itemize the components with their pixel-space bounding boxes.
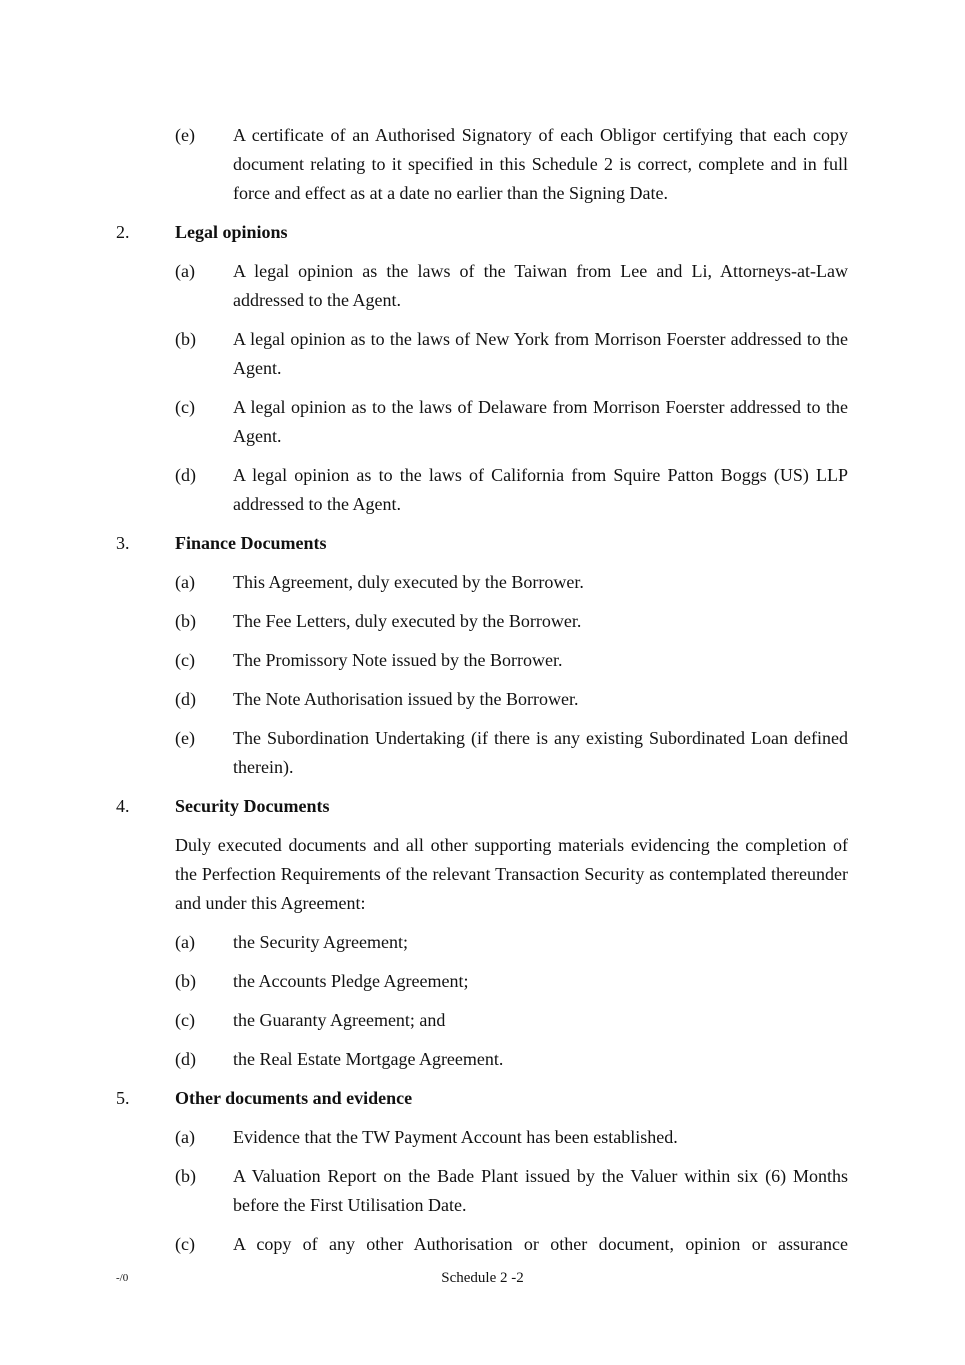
item-label: (a) <box>175 261 195 281</box>
item-text: The Subordination Undertaking (if there is any existing Subordinated Loan defined therein). <box>233 728 848 777</box>
item-label: (a) <box>175 932 195 952</box>
item-text: the Security Agreement; <box>233 932 408 952</box>
item-text: A legal opinion as to the laws of New York from Morrison Foerster addressed to the Agent. <box>233 329 848 378</box>
item-label: (e) <box>175 728 195 748</box>
item-text: A legal opinion as to the laws of California from Squire Patton Boggs (US) LLP addressed to the Agent. <box>233 465 848 514</box>
item-text: The Promissory Note issued by the Borrower. <box>233 650 563 670</box>
section-heading: Other documents and evidence <box>175 1088 413 1108</box>
item-text: the Real Estate Mortgage Agreement. <box>233 1049 504 1069</box>
section-number: 4. <box>116 796 130 816</box>
item-text: the Accounts Pledge Agreement; <box>233 971 469 991</box>
item-label: (e) <box>175 125 195 145</box>
item-label: (b) <box>175 971 196 991</box>
section-heading: Security Documents <box>175 796 330 816</box>
item-text: A Valuation Report on the Bade Plant issued by the Valuer within six (6) Months before the First Utilisation Date. <box>233 1166 848 1215</box>
item-label: (a) <box>175 1127 195 1147</box>
item-label: (b) <box>175 611 196 631</box>
item-label: (c) <box>175 1010 195 1030</box>
section-number: 3. <box>116 533 130 553</box>
section-heading: Finance Documents <box>175 533 327 553</box>
item-text: A legal opinion as to the laws of Delaware from Morrison Foerster addressed to the Agent. <box>233 397 848 446</box>
item-label: (a) <box>175 572 195 592</box>
item-label: (c) <box>175 650 195 670</box>
section-number: 2. <box>116 222 130 242</box>
item-label: (c) <box>175 1234 195 1254</box>
section-heading: Legal opinions <box>175 222 288 242</box>
page-number: Schedule 2 -2 <box>441 1270 524 1286</box>
item-label: (c) <box>175 397 195 417</box>
item-text: The Note Authorisation issued by the Borrower. <box>233 689 579 709</box>
item-text: The Fee Letters, duly executed by the Borrower. <box>233 611 582 631</box>
item-text: A legal opinion as the laws of the Taiwan from Lee and Li, Attorneys-at-Law addressed to the Agent. <box>233 261 848 310</box>
item-text: This Agreement, duly executed by the Borrower. <box>233 572 584 592</box>
item-text: A copy of any other Authorisation or other document, opinion or assurance <box>233 1234 848 1254</box>
item-label: (d) <box>175 689 196 709</box>
item-label: (b) <box>175 1166 196 1186</box>
item-text: A certificate of an Authorised Signatory of each Obligor certifying that each copy document relating to it specified in this Schedule 2 is correct, complete and in full force and effect as at a date no earlier than the Signing Date. <box>233 125 848 203</box>
item-label: (b) <box>175 329 196 349</box>
item-label: (d) <box>175 465 196 485</box>
section-intro: Duly executed documents and all other supporting materials evidencing the completion of the Perfection Requirements of the relevant Transaction Security as contemplated thereunder and under this Agreement: <box>175 835 848 913</box>
footer-reference: -/0 <box>116 1272 129 1284</box>
item-text: Evidence that the TW Payment Account has been established. <box>233 1127 678 1147</box>
item-label: (d) <box>175 1049 196 1069</box>
section-number: 5. <box>116 1088 130 1108</box>
item-text: the Guaranty Agreement; and <box>233 1010 446 1030</box>
